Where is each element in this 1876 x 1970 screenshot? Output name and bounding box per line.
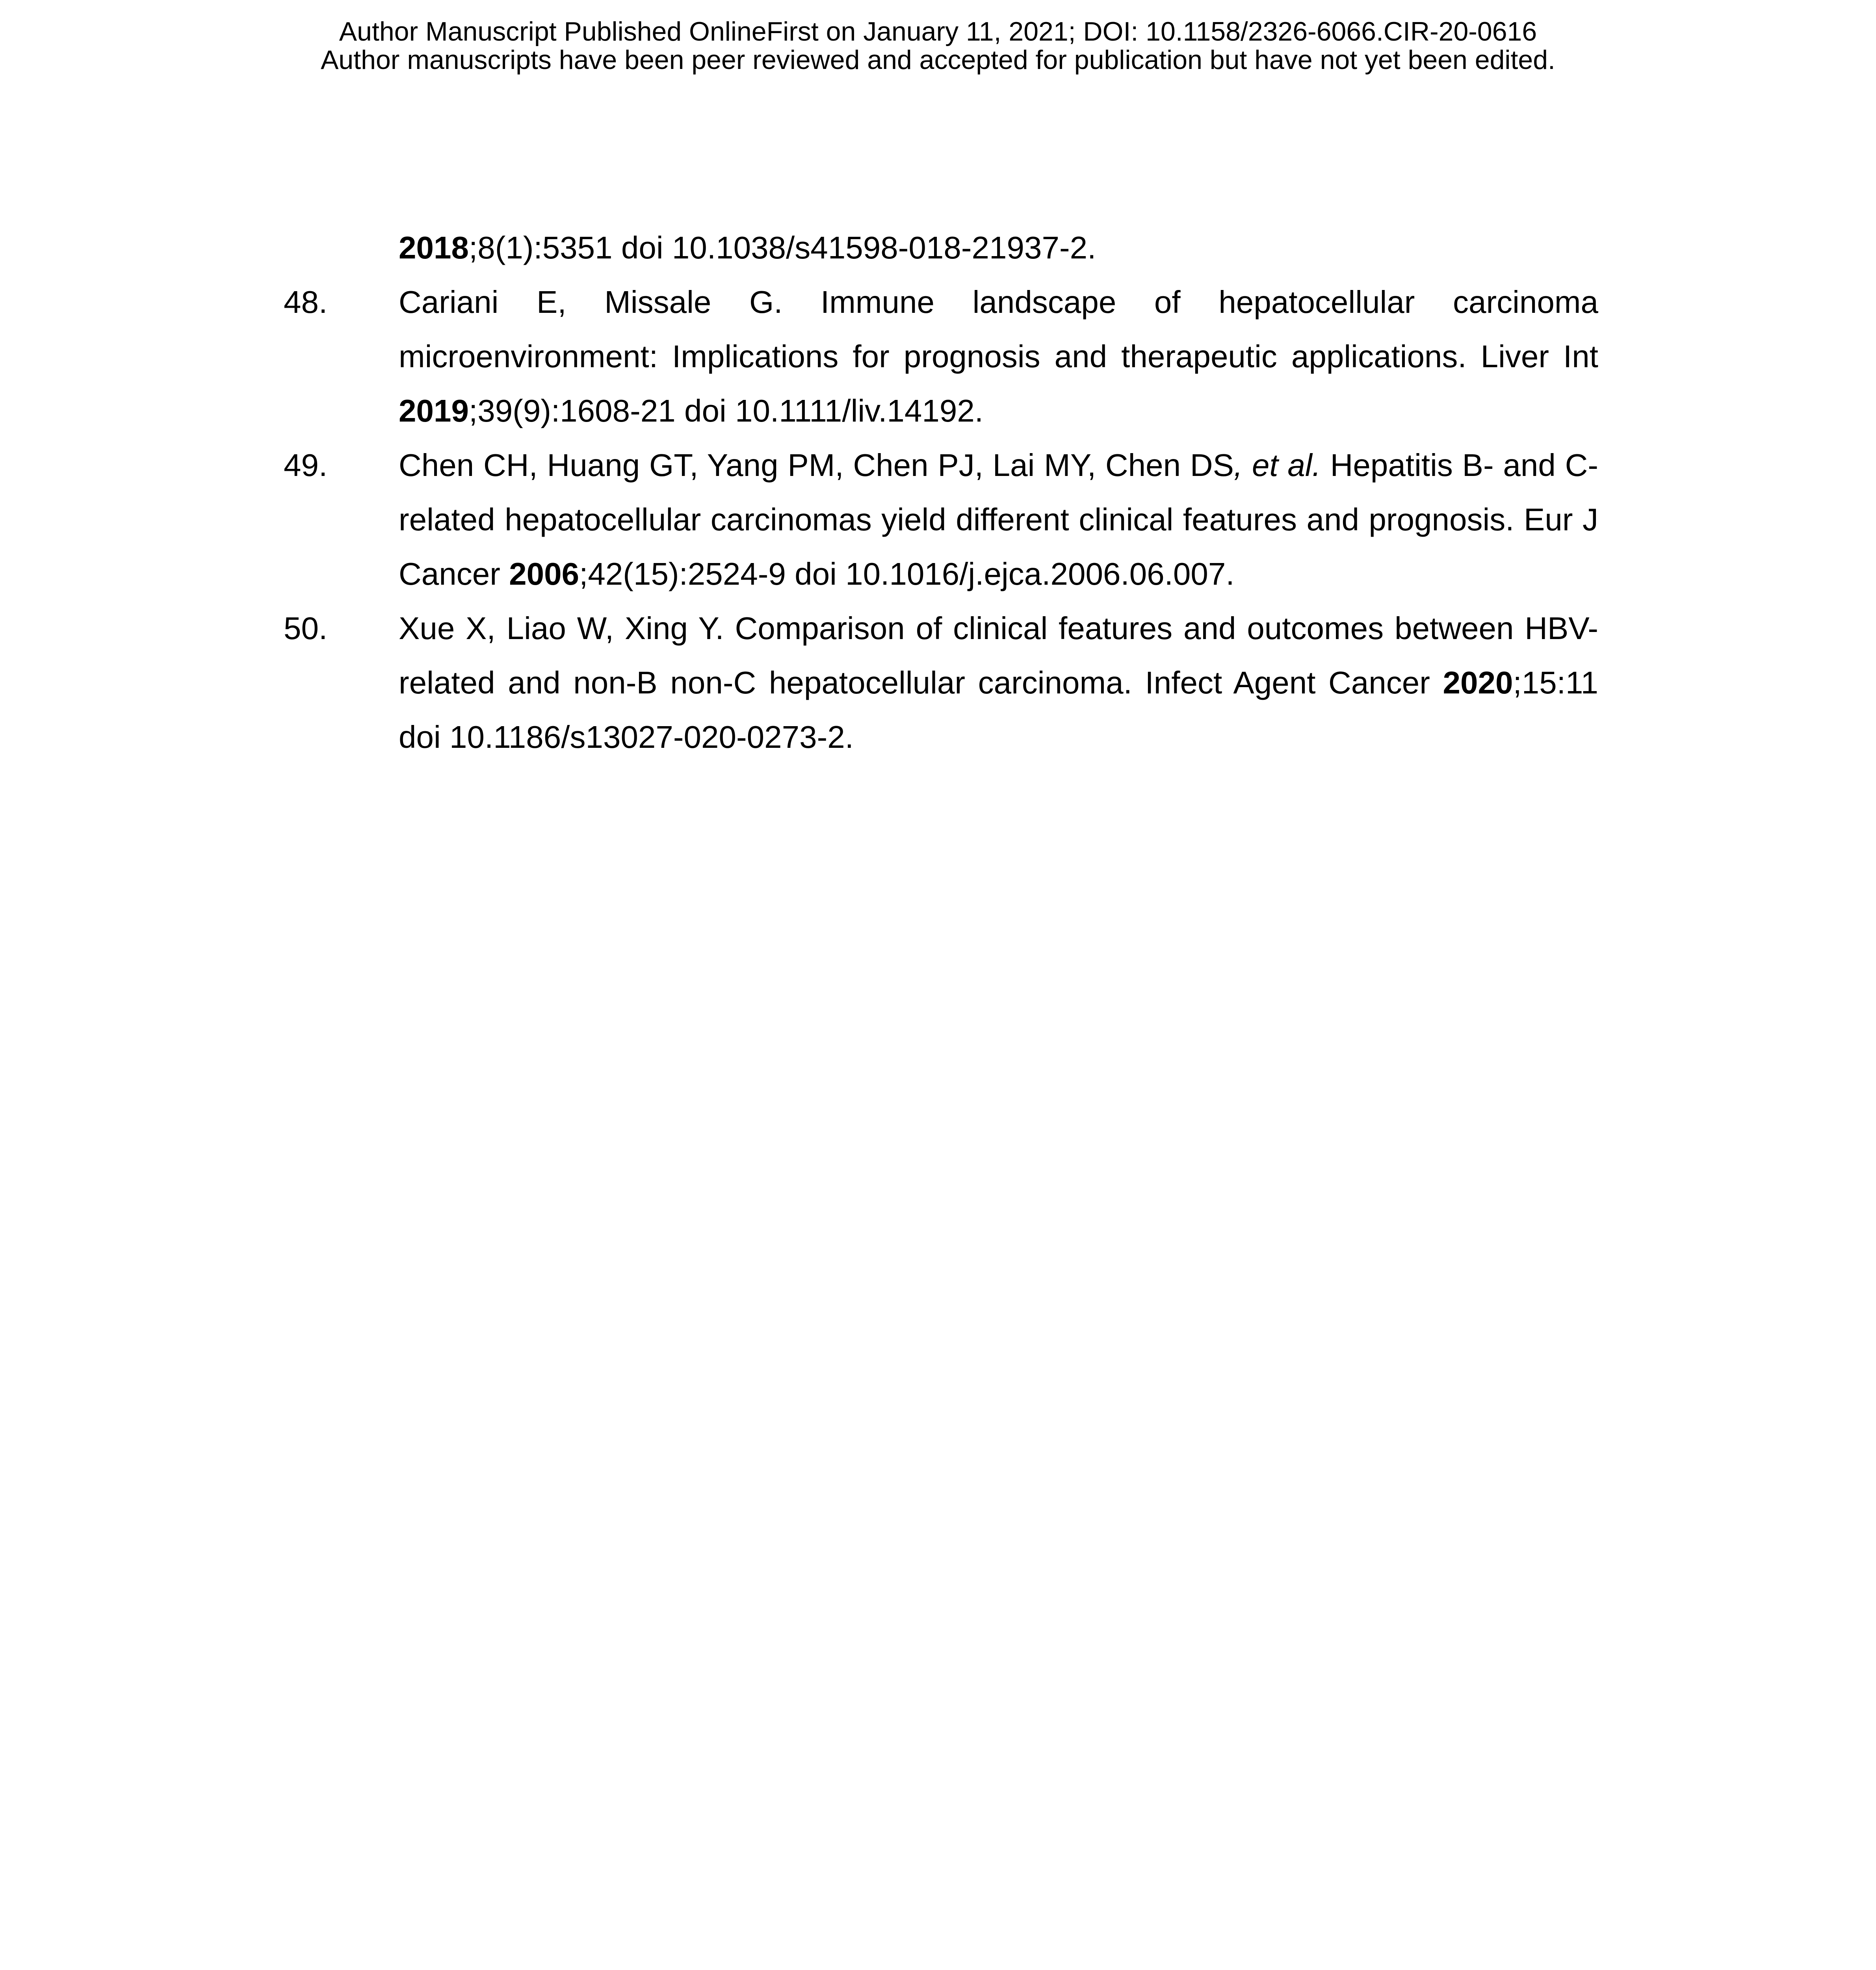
reference-text <box>399 438 1598 601</box>
reference-number: 49. <box>284 448 328 483</box>
reference-number: 50. <box>284 611 328 646</box>
reference-citation: ;39(9):1608-21 doi 10.1111/liv.14192. <box>468 393 984 428</box>
reference-47-continued <box>0 221 1876 275</box>
reference-list <box>0 221 1876 764</box>
reference-50 <box>0 601 1876 764</box>
reference-text <box>399 275 1598 438</box>
reference-authors: Chen CH, Huang GT, Yang PM, Chen PJ, Lai MY, Chen DS <box>399 448 1234 483</box>
reference-year: 2006 <box>509 556 580 591</box>
reference-text <box>399 601 1598 764</box>
reference-48 <box>0 275 1876 438</box>
reference-citation: ;42(15):2524-9 doi 10.1016/j.ejca.2006.06.007. <box>579 556 1235 591</box>
reference-body: Hepatitis B- and C-related hepatocellular carcinomas yield different clinical features and prognosis. Eur J Cancer <box>399 448 1599 591</box>
reference-year: 2019 <box>399 393 469 428</box>
manuscript-notice: Author Manuscript Published OnlineFirst on January 11, 2021; DOI: 10.1158/2326-6066.CIR-20-0616 <box>339 17 1537 46</box>
reference-text <box>399 221 1598 275</box>
reference-citation: ;8(1):5351 doi 10.1038/s41598-018-21937-2. <box>468 230 1096 265</box>
reference-citation: ;15:11 doi 10.1186/s13027-020-0273-2. <box>399 665 1598 755</box>
reference-body: Xue X, Liao W, Xing Y. Comparison of clinical features and outcomes between HBV-related and non-B non-C hepatocellular carcinoma. Infect Agent Cancer <box>399 611 1598 700</box>
reference-et-al: , et al. <box>1233 448 1321 483</box>
reference-number: 48. <box>284 284 328 320</box>
reference-49 <box>0 438 1876 601</box>
reference-year: 2018 <box>399 230 469 265</box>
reference-year: 2020 <box>1443 665 1513 700</box>
peer-review-notice: Author manuscripts have been peer reviewed and accepted for publication but have not yet been edited. <box>321 45 1555 75</box>
reference-body: Cariani E, Missale G. Immune landscape of hepatocellular carcinoma microenvironment: Implications for prognosis and therapeutic applications. Liver Int <box>399 284 1598 374</box>
page-header <box>0 17 1876 74</box>
